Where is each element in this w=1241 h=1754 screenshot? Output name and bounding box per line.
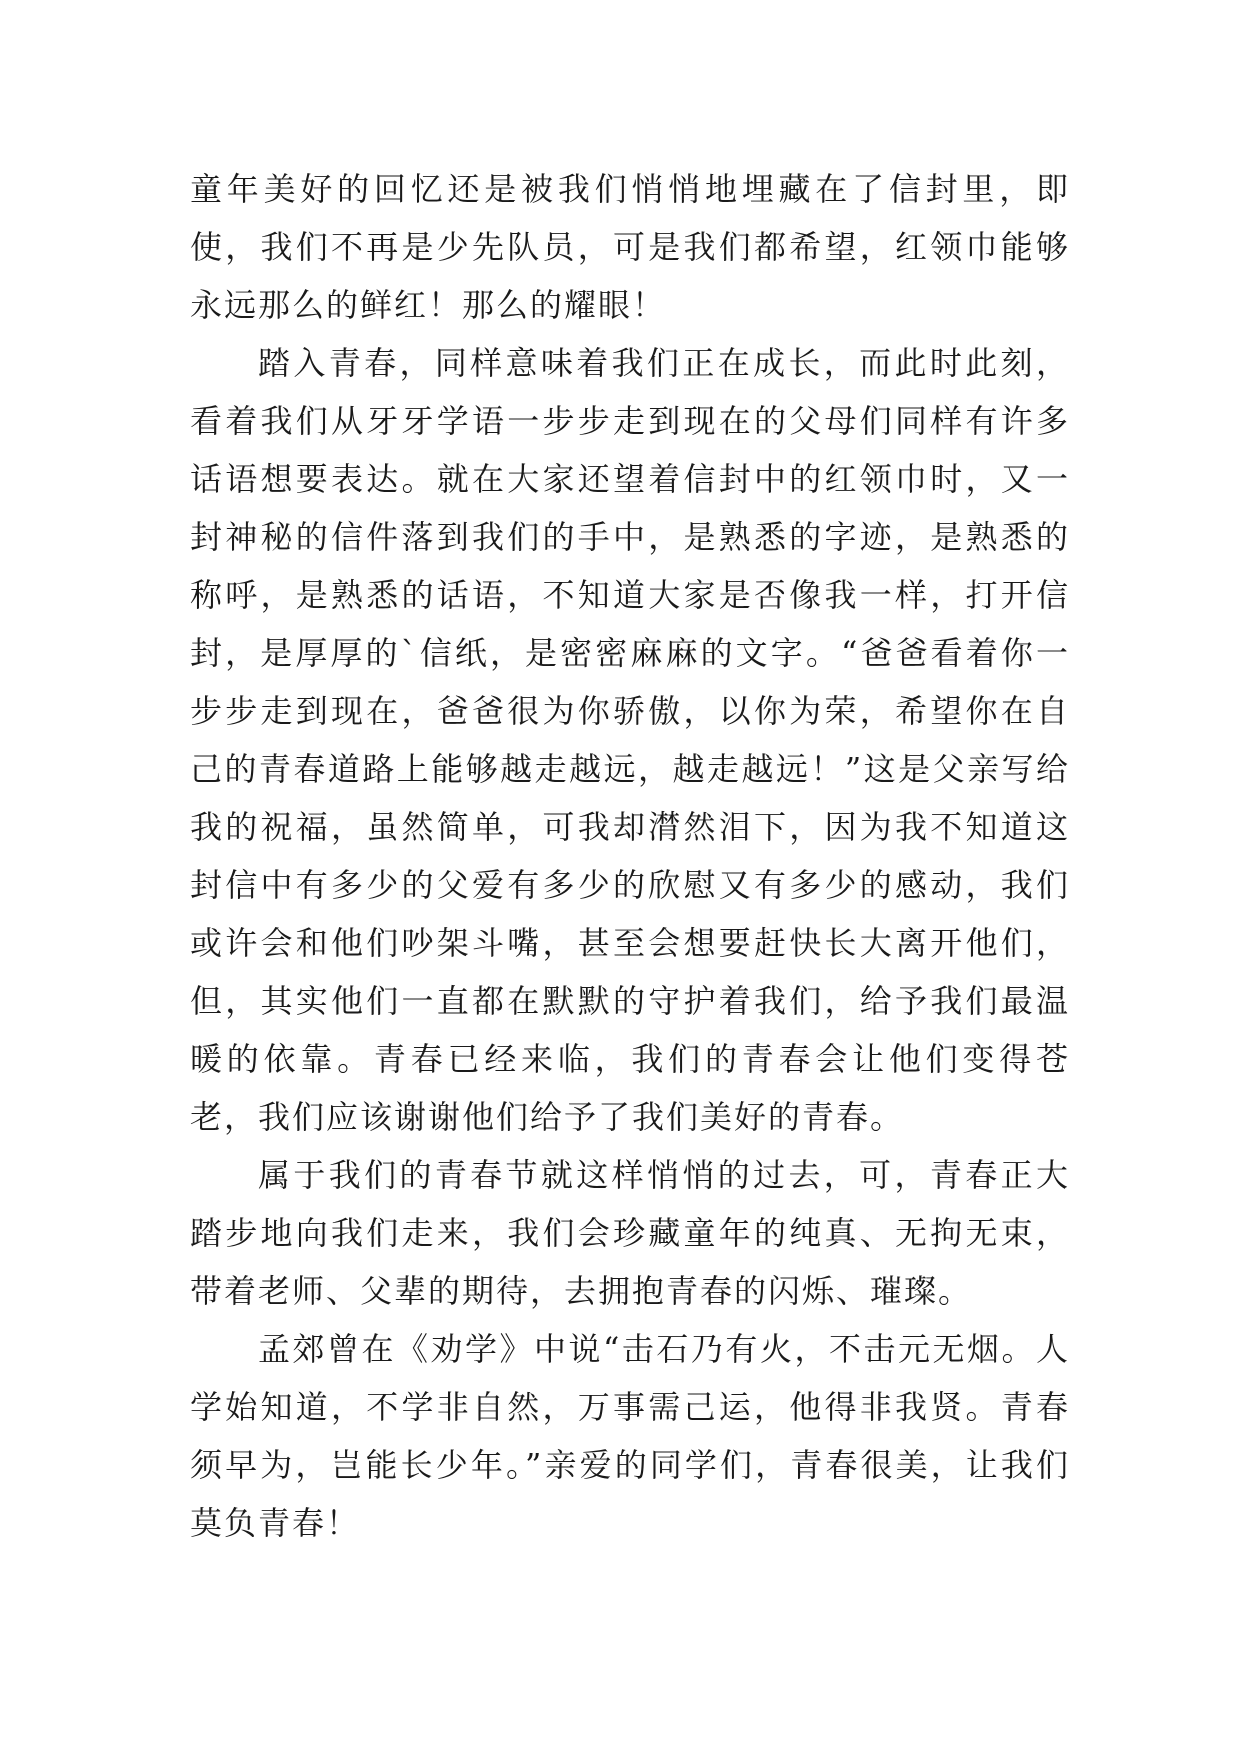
paragraph-3: 属于我们的青春节就这样悄悄的过去，可，青春正大踏步地向我们走来，我们会珍藏童年的纯真、无拘无束，带着老师、父辈的期待，去拥抱青春的闪烁、璀璨。: [190, 1156, 1070, 1310]
paragraph-4: 孟郊曾在《劝学》中说“击石乃有火，不击元无烟。人学始知道，不学非自然，万事需己运，他得非我贤。青春须早为，岂能长少年。”亲爱的同学们，青春很美，让我们莫负青春！: [190, 1330, 1070, 1542]
paragraph-1: 童年美好的回忆还是被我们悄悄地埋藏在了信封里，即使，我们不再是少先队员，可是我们都希望，红领巾能够永远那么的鲜红！那么的耀眼！: [190, 170, 1070, 324]
paragraph-2: 踏入青春，同样意味着我们正在成长，而此时此刻，看着我们从牙牙学语一步步走到现在的父母们同样有许多话语想要表达。就在大家还望着信封中的红领巾时，又一封神秘的信件落到我们的手中，是熟悉的字迹，是熟悉的称呼，是熟悉的话语，不知道大家是否像我一样，打开信封，是厚厚的`信纸，是密密麻麻的文字。“爸爸看着你一步步走到现在，爸爸很为你骄傲，以你为荣，希望你在自己的青春道路上能够越走越远，越走越远！”这是父亲写给我的祝福，虽然简单，可我却潸然泪下，因为我不知道这封信中有多少的父爱有多少的欣慰又有多少的感动，我们或许会和他们吵架斗嘴，甚至会想要赶快长大离开他们，但，其实他们一直都在默默的守护着我们，给予我们最温暖的依靠。青春已经来临，我们的青春会让他们变得苍老，我们应该谢谢他们给予了我们美好的青春。: [190, 344, 1070, 1136]
body-text: [190, 160, 1070, 1552]
